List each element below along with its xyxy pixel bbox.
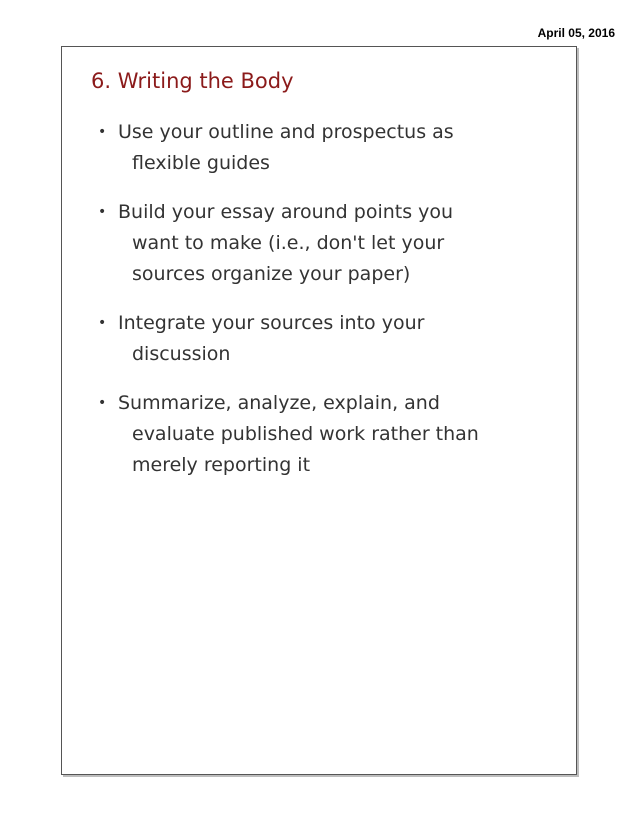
bullet-dot-icon: • bbox=[98, 204, 107, 220]
bullet-dot-icon: • bbox=[98, 124, 107, 140]
bullet-line: Summarize, analyze, explain, and bbox=[118, 392, 440, 414]
bullet-dot-icon: • bbox=[98, 395, 107, 411]
bullet-line: flexible guides bbox=[132, 152, 270, 174]
bullet-line: evaluate published work rather than bbox=[132, 423, 479, 445]
bullet-line: Integrate your sources into your bbox=[118, 312, 425, 334]
bullet-list bbox=[98, 117, 568, 499]
bullet-line: Use your outline and prospectus as bbox=[118, 121, 454, 143]
bullet-line: merely reporting it bbox=[132, 454, 311, 476]
bullet-item bbox=[98, 388, 568, 481]
bullet-dot-icon: • bbox=[98, 315, 107, 331]
slide-title: 6. Writing the Body bbox=[91, 69, 294, 93]
bullet-line: sources organize your paper) bbox=[132, 263, 411, 285]
bullet-line: want to make (i.e., don't let your bbox=[132, 232, 445, 254]
date-stamp: April 05, 2016 bbox=[537, 26, 615, 40]
slide-frame bbox=[61, 46, 577, 775]
bullet-item bbox=[98, 308, 568, 370]
bullet-line: Build your essay around points you bbox=[118, 201, 454, 223]
bullet-item bbox=[98, 197, 568, 290]
bullet-item bbox=[98, 117, 568, 179]
bullet-line: discussion bbox=[132, 343, 231, 365]
